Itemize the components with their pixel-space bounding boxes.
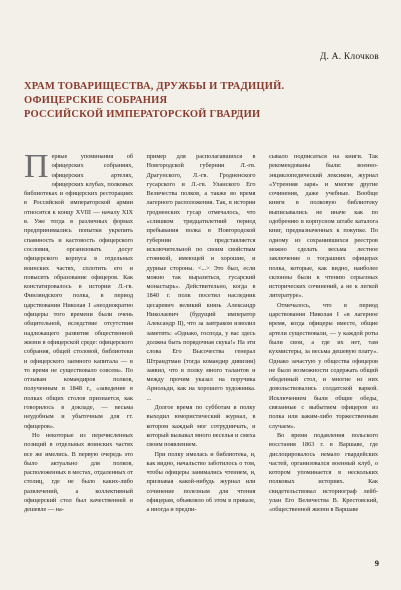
paragraph: сывало подписаться на книги. Так рекомендованы были: военно-энциклопедический лексикон, журнал «Утренняя заря» и многие другие сочинения, даже учебные. Вообще книги в полковую библиотеку выписывались не иначе как по одобрению в корпусном штабе каталога книг, предназначенных к покупке. По одному из сохранившихся реестров можно сделать весьма лестное заключение о тогдашних офицерах полка, которые, как видно, наиболее склонны были к чтению серьезных исторических сочинений, а не к легкой литературе». — [269, 153, 378, 300]
paragraph: Долгое время по субботам в полку выходил юмористический журнал, в котором каждый мог сотрудничать, и который вызывал много веселья и смеха своим появлением. — [146, 404, 256, 449]
title-line: ХРАМ ТОВАРИЩЕСТВА, ДРУЖБЫ И ТРАДИЦИЙ. — [24, 81, 285, 92]
article-title — [24, 80, 354, 122]
paragraph: Первые упоминания об офицерских собраниях, офицерских артелях, офицерских клубах, полковых библиотеках и офицерских ресторациях в Российской императорской армии относятся к концу XVIII — началу XIX в. Уже тогда в различных формах предпринимались попытки укрепить спаянность и кастовость офицерского сословия, организовать досуг офицерского корпуса в отдельных воинских частях, сплотить его и повысить образование офицеров. Как констатировалось в истории Л.-гв. Финляндского полка, в период царствования Николая I «неоднократно офицеры того времени были очень общительной, вследствие отсутствия надлежащего развития общественной жизни в офицерской среде: офицерского собрания, общей столовой, библиотеки и офицерского заемного капитала — в то время не существовало совсем». По отзывам командиров полков, полученным в 1848 г., «заведение в полках общих столов признается, как говорилось в докладе, — весьма неудобным и убыточным для гг. офицеров». — [24, 148, 133, 430]
author-name: Д. А. Клочков — [319, 52, 379, 62]
paragraph: При полку имелась и библиотека, и, как видно, начальство заботилось о том, чтобы офицеры занимались чтением, и, признавая какой-нибудь журнал или сочинение полезным для чтения офицерам, объявляло об этом в приказе, а иногда и предпи- — [146, 450, 256, 514]
text-column-2 — [147, 152, 256, 562]
article-body — [24, 148, 378, 562]
title-line: ОФИЦЕРСКИЕ СОБРАНИЯ — [24, 95, 168, 106]
paragraph: пример для располагавшихся в Новгородской губернии Л.-гв. Драгунского, Л.-гв. Гродненского гусарского и Л.-гв. Уланского Его Величества полков, а также во время лагерного расположения. Так, в истории гродненских гусар отмечалось, что «слишком тридцатилетний период пребывания полка в Новгородской губернии представляется исключительной по своим свойствам стоянкой, имеющей и хорошие, и дурные стороны. <...> Это был, если можно так выразиться, гусарский монастырь». Действительно, когда в 1840 г. полк посетил наследник цесаревич великий князь Александр Николаевич (будущий император Александр II), что за завтраком изволил заметить: «Однако, господа, у вас здесь должна быть порядочная скука!» На эти слова Его Высочества генерал Штрандтман (тогда командир дивизии) заявил, что в полку много талантов и между прочим указал на поручика Арнольди, как на хорошего художника. ... — [146, 153, 256, 402]
text-column-3 — [269, 152, 378, 562]
page-number: 9 — [374, 558, 379, 568]
drop-cap: П — [24, 148, 49, 185]
paragraph: Но некоторые из перечисленных позиций в отдельных воинских частях все же имелись. В первую очередь это было актуально для полков, расположенных в местах, отдаленных от столиц, где не было каких-либо развлечений, а коллективный офицерский стол был качественней и дешевле — на- — [24, 431, 133, 514]
paragraph: Во время подавления польского восстания 1863 г. в Варшаве, где дислоцировалось немало гвардейских частей, организовался военный клуб, о котором упоминается в нескольких полковых историях. Как свидетельствовал историограф лейб-улан Его Величества В. Крестовский, «общественной жизни в Варшаве — [269, 431, 378, 514]
paragraph: Отмечалось, что в период царствования Николая I «в лагерное время, когда офицеры вместе, общие артели существовали, — у каждой роты были свои, а где их нет, там кухмистеры, за весьма дешевую плату». Однако зачастую у общества офицеров не было возможности содержать общий обеденный стол, и многие из них довольствовались солдатской варкой. Исключением были общие обеды, связанные с выбытием офицеров из полка или каким-либо торжественным случаем». — [269, 301, 378, 430]
text-column-1 — [24, 148, 133, 562]
title-line: РОССИЙСКОЙ ИМПЕРАТОРСКОЙ ГВАРДИИ — [24, 109, 261, 120]
